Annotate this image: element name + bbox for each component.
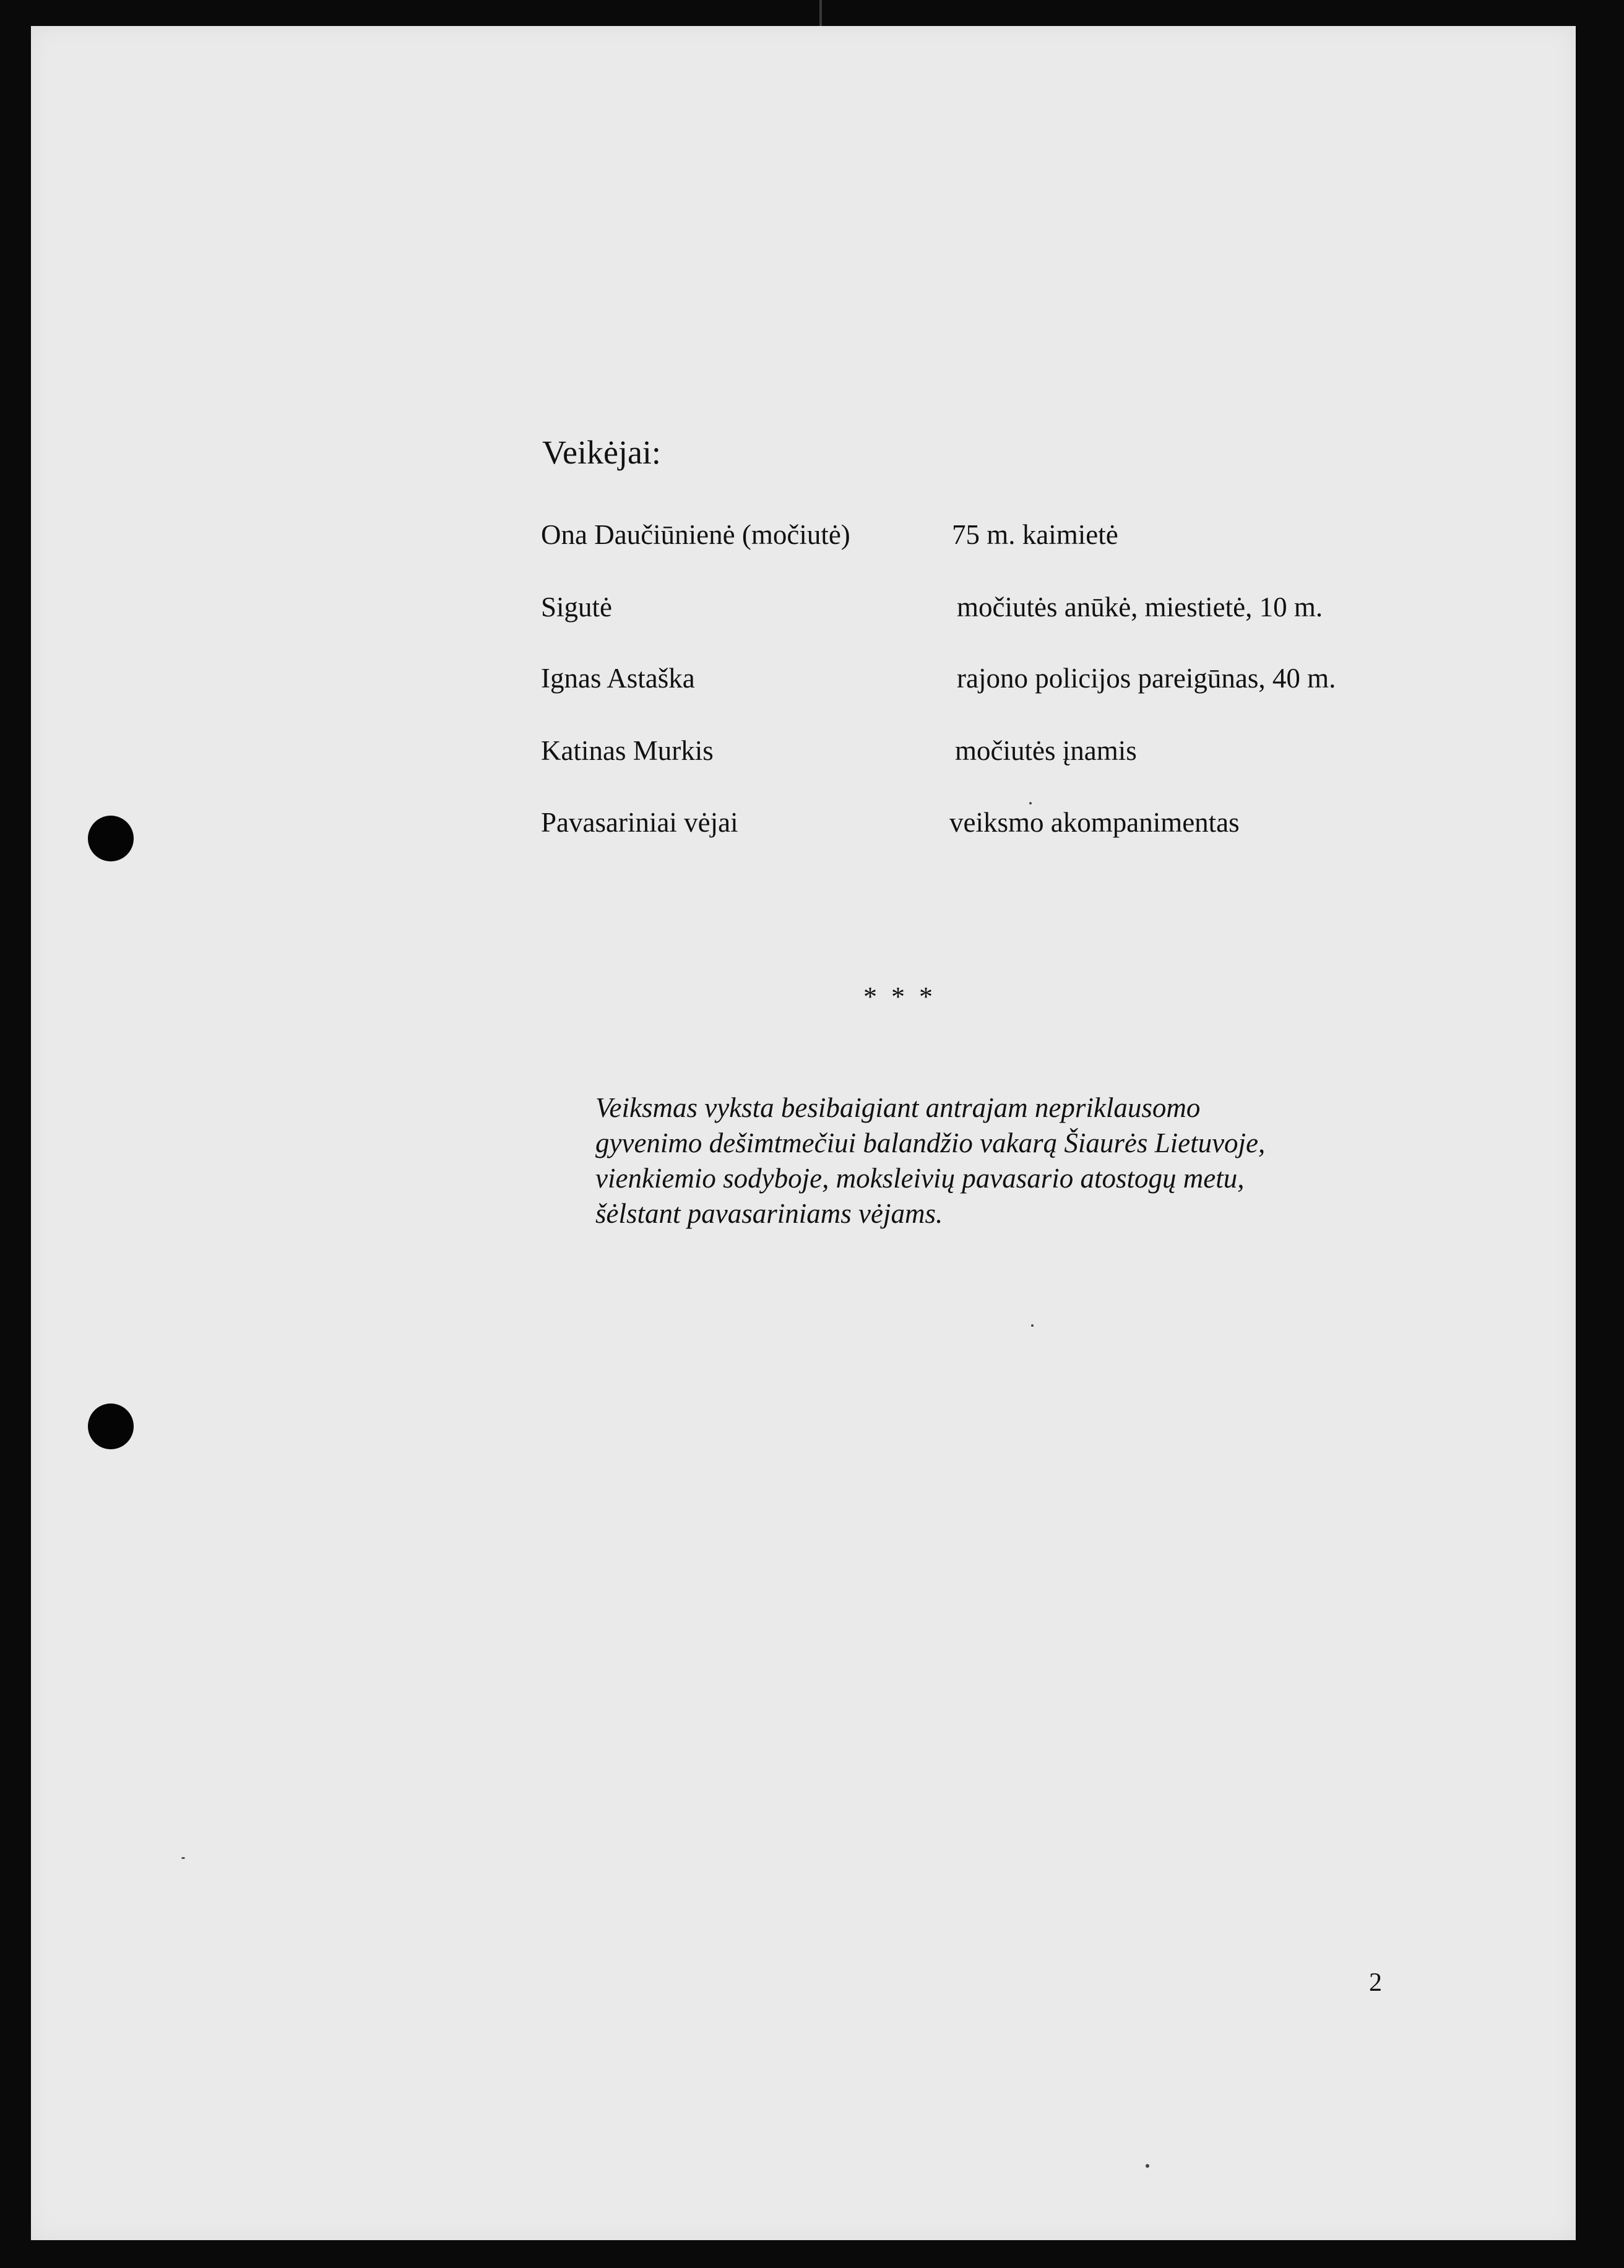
page-number: 2	[1369, 1968, 1382, 1997]
cast-name-5: Pavasariniai vėjai	[541, 807, 738, 838]
cast-name-1: Ona Daučiūnienė (močiutė)	[541, 519, 850, 550]
stage-direction-line-3: vienkiemio sodyboje, moksleivių pavasario atostogų metu,	[595, 1163, 1245, 1194]
paper-speck	[1029, 802, 1032, 804]
cast-description-3: rajono policijos pareigūnas, 40 m.	[957, 663, 1336, 694]
cast-description-1: 75 m. kaimietė	[952, 519, 1118, 550]
stage-direction	[595, 1090, 1369, 1231]
cast-description-5: veiksmo akompanimentas	[949, 807, 1240, 838]
section-separator: * * *	[863, 981, 936, 1012]
cast-name-4: Katinas Murkis	[541, 735, 714, 766]
paper-speck	[1146, 2164, 1149, 2168]
cast-heading: Veikėjai:	[542, 434, 661, 471]
paper-speck	[1031, 1324, 1034, 1327]
punch-hole-top	[88, 816, 134, 861]
cast-description-2: močiutės anūkė, miestietė, 10 m.	[957, 592, 1323, 623]
stage-direction-line-2: gyvenimo dešimtmečiui balandžio vakarą Šiaurės Lietuvoje,	[595, 1128, 1266, 1158]
cast-name-2: Sigutė	[541, 592, 613, 623]
cast-name-3: Ignas Astaška	[541, 663, 695, 694]
punch-hole-bottom	[88, 1403, 134, 1449]
scan-edge-mark	[819, 0, 822, 27]
stage-direction-line-1: Veiksmas vyksta besibaigiant antrajam nepriklausomo	[595, 1092, 1201, 1123]
cast-description-4: močiutės įnamis	[955, 735, 1137, 766]
stage-direction-line-4: šėlstant pavasariniams vėjams.	[595, 1198, 943, 1229]
paper-speck	[181, 1857, 185, 1859]
